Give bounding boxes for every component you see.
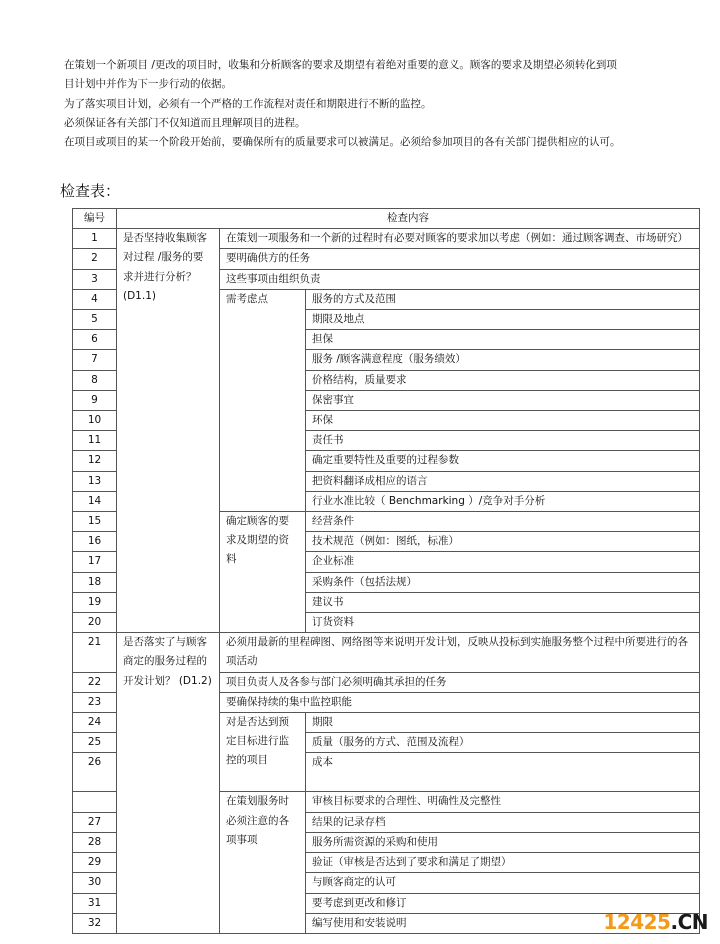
row-text: 订货资料	[306, 613, 700, 633]
header-number: 编号	[73, 209, 117, 229]
row-number: 32	[73, 913, 117, 933]
row-number: 30	[73, 873, 117, 893]
row-number: 15	[73, 512, 117, 532]
row-text: 环保	[306, 411, 700, 431]
row-text: 责任书	[306, 431, 700, 451]
row-text: 服务的方式及范围	[306, 289, 700, 309]
table-header-row	[73, 209, 700, 229]
row-number	[73, 792, 117, 812]
row-text: 确定重要特性及重要的过程参数	[306, 451, 700, 471]
table-row	[73, 633, 700, 672]
row-text: 项目负责人及各参与部门必须明确其承担的任务	[220, 672, 700, 692]
section-title: 检查表：	[60, 182, 121, 200]
row-number: 6	[73, 330, 117, 350]
row-number: 20	[73, 613, 117, 633]
row-text: 与顾客商定的认可	[306, 873, 700, 893]
row-text: 企业标准	[306, 552, 700, 572]
checklist-table	[72, 208, 700, 934]
intro-paragraph: 在项目或项目的某一个阶段开始前，要确保所有的质量要求可以被满足。必须给参加项目的各有关部门提供相应的认可。	[64, 136, 621, 149]
row-number: 17	[73, 552, 117, 572]
row-text: 技术规范（例如：图纸，标准）	[306, 532, 700, 552]
intro-paragraph: 为了落实项目计划，必须有一个严格的工作流程对责任和期限进行不断的监控。	[64, 97, 432, 110]
row-text: 质量（服务的方式、范围及流程）	[306, 733, 700, 753]
row-text: 要明确供方的任务	[220, 249, 700, 269]
intro-paragraph: 必须保证各有关部门不仅知道而且理解项目的进程。	[64, 116, 306, 129]
intro-paragraph: 在策划一个新项目 /更改的项目时，收集和分析顾客的要求及期望有着绝对重要的意义。顾客的要求及期望必须转化到项目计划中并作为下一步行动的依据。	[64, 59, 617, 91]
watermark-number: 12425	[603, 910, 671, 934]
watermark-domain: .CN	[670, 910, 708, 934]
row-text: 这些事项由组织负责	[220, 269, 700, 289]
row-number: 27	[73, 812, 117, 832]
row-number: 2	[73, 249, 117, 269]
row-number: 9	[73, 390, 117, 410]
row-number: 19	[73, 592, 117, 612]
row-text: 期限	[306, 713, 700, 733]
row-number: 26	[73, 753, 117, 792]
row-number: 1	[73, 229, 117, 249]
row-number: 11	[73, 431, 117, 451]
row-text: 审核目标要求的合理性、明确性及完整性	[306, 792, 700, 812]
row-text: 保密事宜	[306, 390, 700, 410]
row-number: 5	[73, 310, 117, 330]
row-number: 12	[73, 451, 117, 471]
row-number: 28	[73, 832, 117, 852]
row-number: 24	[73, 713, 117, 733]
row-number: 14	[73, 491, 117, 511]
row-number: 22	[73, 672, 117, 692]
row-text: 要确保持续的集中监控职能	[220, 692, 700, 712]
row-text: 建议书	[306, 592, 700, 612]
row-number: 23	[73, 692, 117, 712]
row-number: 31	[73, 893, 117, 913]
subgroup-label: 对是否达到预定目标进行监控的项目	[220, 713, 306, 792]
row-number: 3	[73, 269, 117, 289]
row-text: 采购条件（包括法规）	[306, 572, 700, 592]
subgroup-label: 确定顾客的要求及期望的资料	[220, 512, 306, 633]
row-number: 7	[73, 350, 117, 370]
row-number: 13	[73, 471, 117, 491]
row-text: 结果的记录存档	[306, 812, 700, 832]
row-number: 10	[73, 411, 117, 431]
row-text: 服务所需资源的采购和使用	[306, 832, 700, 852]
row-text: 把资料翻译成相应的语言	[306, 471, 700, 491]
row-number: 4	[73, 289, 117, 309]
row-text: 验证（审核是否达到了要求和满足了期望）	[306, 853, 700, 873]
row-text: 必须用最新的里程碑图、网络图等来说明开发计划，反映从投标到实施服务整个过程中所要进行的各项活动	[220, 633, 700, 672]
subgroup-label: 在策划服务时必须注意的各项事项	[220, 792, 306, 933]
row-text: 价格结构，质量要求	[306, 370, 700, 390]
subgroup-label: 需考虑点	[220, 289, 306, 511]
group-label: 是否落实了与顾客商定的服务过程的开发计划？ (D1.2)	[117, 633, 220, 934]
row-text: 要考虑到更改和修订	[306, 893, 700, 913]
row-number: 21	[73, 633, 117, 672]
row-text: 服务 /顾客满意程度（服务绩效）	[306, 350, 700, 370]
row-number: 29	[73, 853, 117, 873]
row-number: 16	[73, 532, 117, 552]
row-text: 行业水准比较（ Benchmarking ）/竞争对手分析	[306, 491, 700, 511]
row-text: 期限及地点	[306, 310, 700, 330]
row-text: 经营条件	[306, 512, 700, 532]
group-label: 是否坚持收集顾客对过程 /服务的要求并进行分析？ (D1.1)	[117, 229, 220, 633]
row-text: 成本	[306, 753, 700, 792]
row-text: 编写使用和安装说明	[306, 913, 700, 933]
row-text: 担保	[306, 330, 700, 350]
intro-text	[64, 56, 624, 152]
header-content: 检查内容	[117, 209, 700, 229]
watermark-logo	[603, 910, 708, 934]
row-number: 8	[73, 370, 117, 390]
row-text: 在策划一项服务和一个新的过程时有必要对顾客的要求加以考虑（例如：通过顾客调查、市场研究）	[220, 229, 700, 249]
row-number: 18	[73, 572, 117, 592]
row-number: 25	[73, 733, 117, 753]
table-row	[73, 229, 700, 249]
